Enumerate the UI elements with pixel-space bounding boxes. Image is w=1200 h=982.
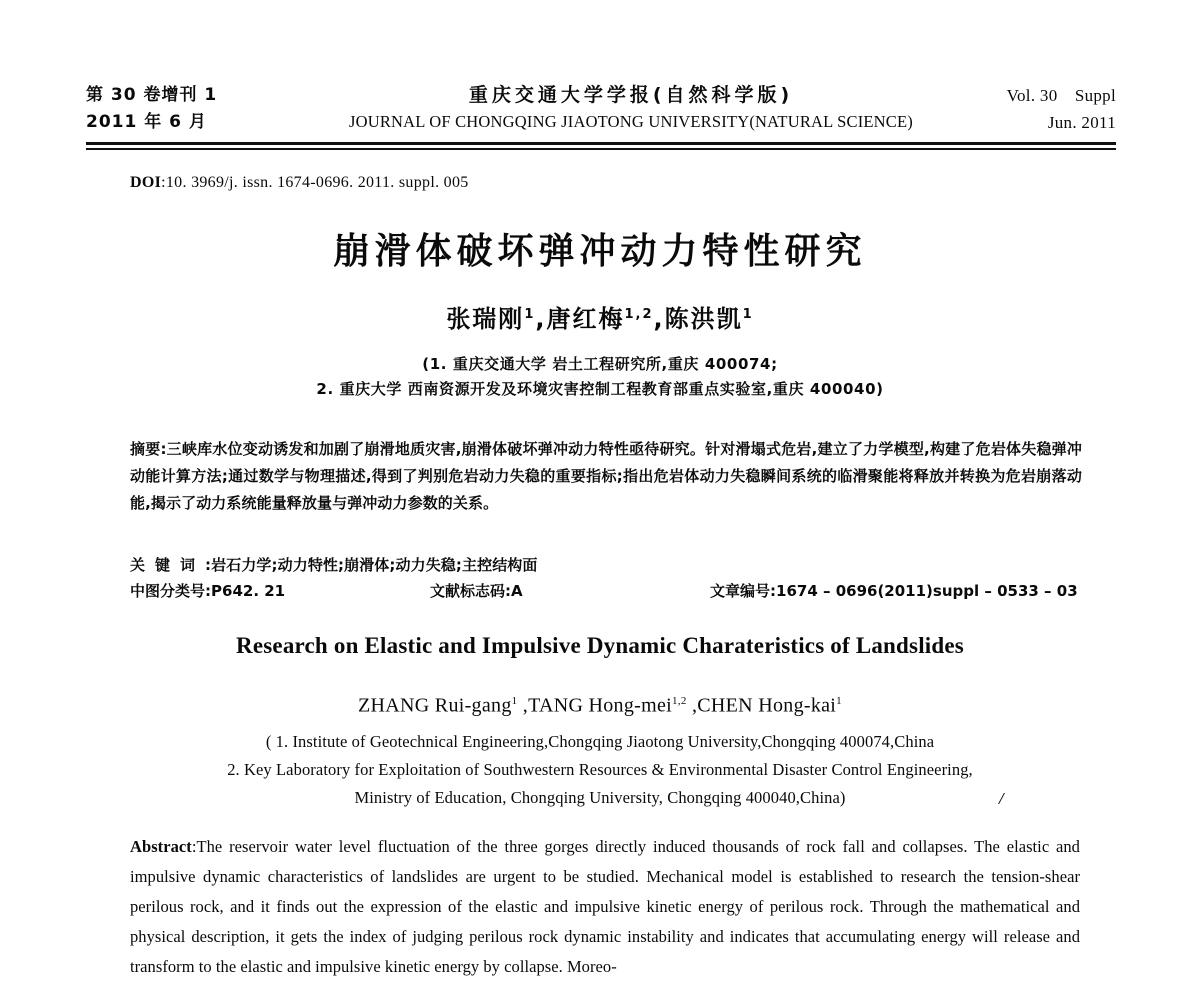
article-number-value: :1674 – 0696(2011)suppl – 0533 – 03 <box>770 582 1078 600</box>
masthead-left <box>86 82 336 136</box>
keywords-cn-label: 关键词 <box>130 556 206 574</box>
keywords-cn-text: :岩石力学;动力特性;崩滑体;动力失稳;主控结构面 <box>205 556 538 574</box>
author-en-2: TANG Hong-mei <box>528 694 673 717</box>
journal-name-en: JOURNAL OF CHONGQING JIAOTONG UNIVERSITY(NATURAL SCIENCE) <box>349 112 913 131</box>
abstract-en-label: Abstract <box>130 837 192 856</box>
document-code-value: :A <box>505 582 523 600</box>
scan-artifact-mark: / <box>999 789 1004 808</box>
author-list-en <box>0 686 1200 721</box>
doi-value: :10. 3969/j. issn. 1674-0696. 2011. suppl. 005 <box>161 174 469 191</box>
page-title-cn: 崩滑体破坏弹冲动力特性研究 <box>333 231 867 272</box>
volume-issue-en: Vol. 30 Suppl <box>1006 86 1116 105</box>
affiliation-cn-1: (1. 重庆交通大学 岩土工程研究所,重庆 400074; <box>422 355 778 373</box>
article-metadata-cn <box>130 578 1082 605</box>
abstract-en-text: :The reservoir water level fluctuation of the three gorges directly induced thousands of rock fall and collapses. The elastic and impulsive dynamic characteristics of landslides are urgent to be studied. Mechanical model is established to research the tension-shear perilous rock, and it finds out the expression of the elastic and impulsive kinetic energy of perilous rock. Through the mathematical and physical description, it gets the index of judging perilous rock dynamic instability and indicates that accumulating energy will release and transform to the elastic and impulsive kinetic energy by collapse. Moreo- <box>130 837 1080 976</box>
masthead-center <box>336 82 926 135</box>
page-title-en: Research on Elastic and Impulsive Dynamic Charateristics of Landslides <box>236 633 964 658</box>
clc-value: :P642. 21 <box>205 582 286 600</box>
affiliation-en-3: Ministry of Education, Chongqing University, Chongqing 400040,China) <box>354 788 846 807</box>
abstract-cn-label: 摘要 <box>130 440 161 458</box>
affiliation-list-en <box>0 728 1200 812</box>
journal-masthead <box>86 82 1116 136</box>
abstract-en <box>130 832 1080 982</box>
affiliation-cn-2: 2. 重庆大学 西南资源开发及环境灾害控制工程教育部重点实验室,重庆 400040) <box>316 380 884 398</box>
author-cn-2-affil-sup: 1,2 <box>624 307 654 322</box>
masthead-rule-thin <box>86 148 1116 150</box>
doi-label: DOI <box>130 174 162 191</box>
document-code <box>430 578 710 605</box>
clc-number <box>130 578 430 605</box>
author-en-1: ZHANG Rui-gang <box>358 694 512 717</box>
author-list-cn: 张瑞刚$^1$,唐红梅$^{1,2}$,陈洪凯$^1$ <box>446 305 754 333</box>
author-cn-3: 陈洪凯 <box>664 305 743 333</box>
author-en-2-affil-sup: 1,2 <box>672 695 687 707</box>
abstract-cn <box>130 436 1082 517</box>
author-en-3: CHEN Hong-kai <box>697 694 837 717</box>
author-en-1-affil-sup: 1 <box>511 695 518 707</box>
affiliation-list-cn <box>0 352 1200 402</box>
journal-name-cn: 重庆交通大学学报(自然科学版) <box>468 84 794 106</box>
author-cn-1: 张瑞刚 <box>446 305 525 333</box>
article-number <box>710 578 1082 605</box>
affiliation-en-2: 2. Key Laboratory for Exploitation of Southwestern Resources & Environmental Disaster Control Engineering, <box>227 760 973 779</box>
author-sep-2: , <box>686 694 698 717</box>
masthead-right <box>926 82 1116 136</box>
issue-date-cn: 2011 年 6 月 <box>86 112 207 132</box>
document-code-label: 文献标志码 <box>430 582 506 600</box>
article-number-label: 文章编号 <box>710 582 771 600</box>
affiliation-en-1: ( 1. Institute of Geotechnical Engineering,Chongqing Jiaotong University,Chongqing 400074,China <box>265 732 935 751</box>
volume-issue: 第 30 卷增刊 1 <box>86 85 218 105</box>
author-cn-2: 唐红梅 <box>546 305 625 333</box>
issue-date-en: Jun. 2011 <box>1047 113 1116 132</box>
author-sep-1: , <box>517 694 529 717</box>
author-en-3-affil-sup: 1 <box>836 695 842 707</box>
doi-line <box>130 174 469 192</box>
clc-label: 中图分类号 <box>130 582 206 600</box>
author-cn-3-affil-sup: 1 <box>742 307 754 322</box>
masthead-rule-thick <box>86 142 1116 145</box>
keywords-cn <box>130 552 1082 579</box>
abstract-cn-text: :三峡库水位变动诱发和加剧了崩滑地质灾害,崩滑体破坏弹冲动力特性亟待研究。针对滑塌式危岩,建立了力学模型,构建了危岩体失稳弹冲动能计算方法;通过数学与物理描述,得到了判别危岩动力失稳的重要指标;指出危岩体动力失稳瞬间系统的临滑聚能将释放并转换为危岩崩落动能,揭示了动力系统能量释放量与弹冲动力参数的关系。 <box>130 440 1082 512</box>
author-cn-1-affil-sup: 1 <box>524 307 536 322</box>
